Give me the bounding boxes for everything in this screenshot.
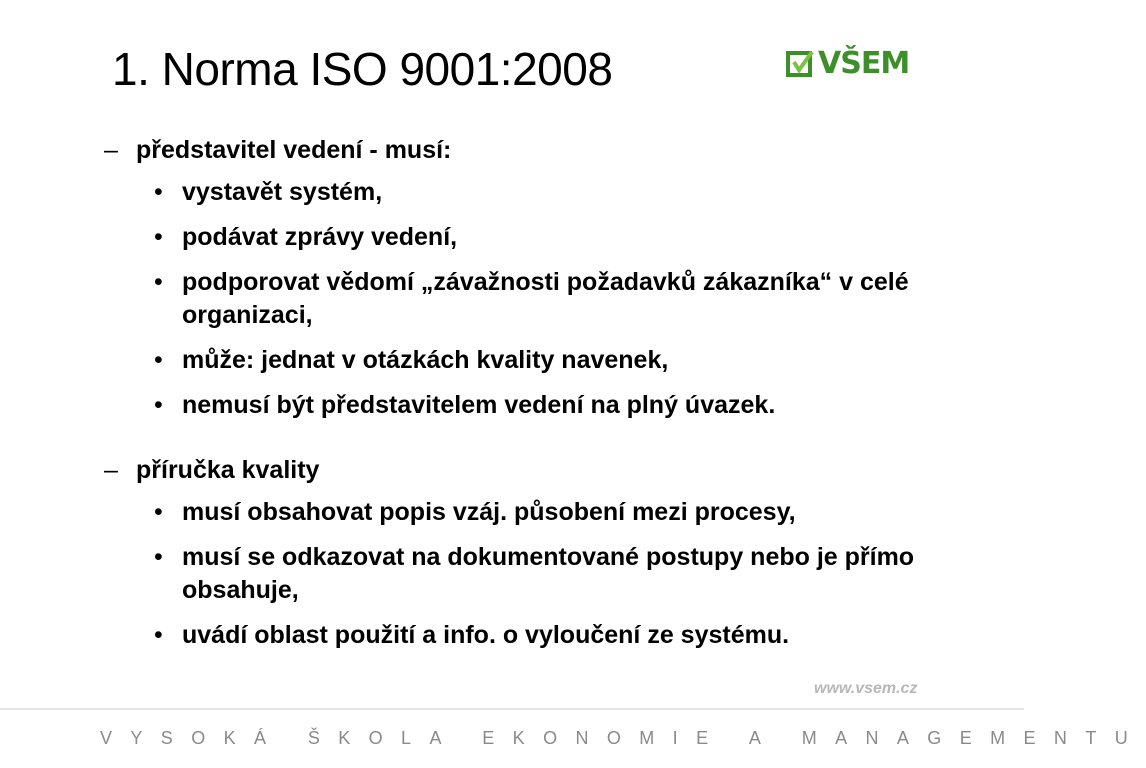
vsem-logo	[786, 44, 926, 84]
vsem-logo-icon	[786, 50, 814, 78]
list-item	[154, 221, 984, 254]
list-item-text: musí obsahovat popis vzáj. působení mezi procesy,	[182, 498, 796, 526]
bullet-list	[104, 496, 984, 652]
list-item	[154, 176, 984, 209]
section-heading	[104, 132, 984, 168]
bullet-marker: •	[154, 178, 163, 206]
slide-content	[104, 132, 984, 664]
bullet-marker: •	[154, 346, 163, 374]
list-item-text: vystavět systém,	[182, 178, 383, 206]
dash-marker: –	[104, 136, 118, 164]
list-item	[154, 619, 984, 652]
slide-title: 1. Norma ISO 9001:2008	[112, 43, 613, 95]
footer-school-name: VYSOKÁ ŠKOLA EKONOMIE A MANAGEMENTU	[100, 728, 1146, 748]
bullet-marker: •	[154, 391, 163, 419]
section-representative	[104, 132, 984, 422]
dash-marker: –	[104, 456, 118, 484]
list-item-text: podávat zprávy vedení,	[182, 223, 458, 251]
section-heading-text: příručka kvality	[136, 456, 320, 484]
list-item	[154, 266, 984, 332]
bullet-marker: •	[154, 543, 163, 571]
list-item	[154, 344, 984, 377]
bullet-marker: •	[154, 223, 163, 251]
list-item	[154, 541, 984, 607]
bullet-marker: •	[154, 498, 163, 526]
footer-url: www.vsem.cz	[814, 680, 918, 697]
section-heading	[104, 452, 984, 488]
bullet-marker: •	[154, 268, 163, 296]
list-item-text: uvádí oblast použití a info. o vyloučení ze systému.	[182, 621, 790, 649]
list-item	[154, 389, 984, 422]
list-item-text: podporovat vědomí „závažnosti požadavků zákazníka“ v celé organizaci,	[182, 268, 909, 329]
list-item	[154, 496, 984, 529]
bullet-list	[104, 176, 984, 422]
bullet-marker: •	[154, 621, 163, 649]
list-item-text: může: jednat v otázkách kvality navenek,	[182, 346, 669, 374]
list-item-text: musí se odkazovat na dokumentované postupy nebo je přímo obsahuje,	[182, 543, 915, 604]
section-quality-manual	[104, 452, 984, 652]
section-heading-text: představitel vedení - musí:	[136, 136, 452, 164]
footer-divider	[0, 708, 1024, 710]
list-item-text: nemusí být představitelem vedení na plný úvazek.	[182, 391, 776, 419]
vsem-logo-text: VŠEM	[818, 46, 910, 81]
